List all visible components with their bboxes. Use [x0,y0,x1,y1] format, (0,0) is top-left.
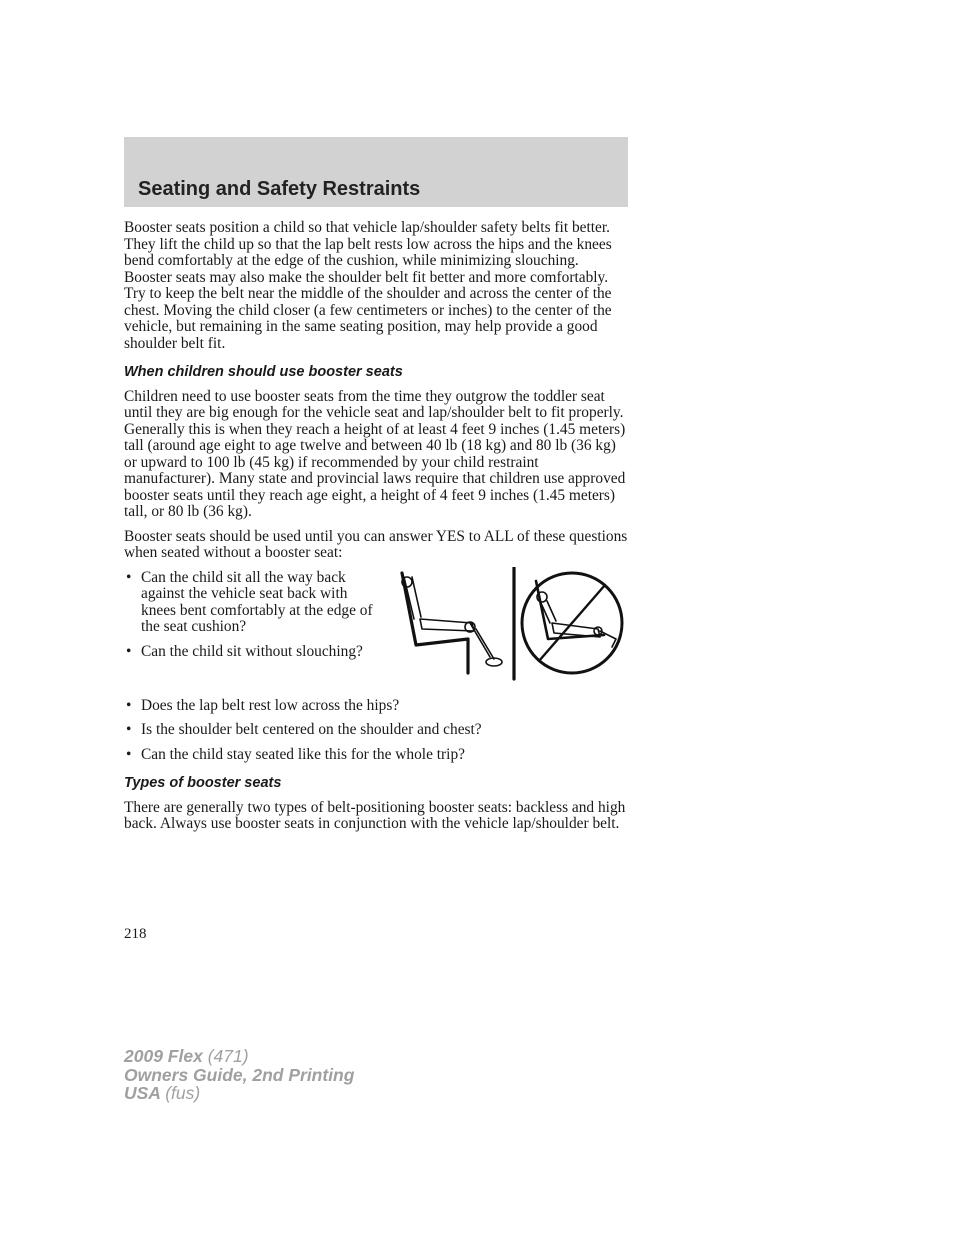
footer-model-code: (471) [207,1046,249,1066]
footer-model: 2009 Flex [124,1046,203,1066]
footer-market-code: (fus) [165,1083,201,1103]
question-item: • Can the child sit all the way back against the vehicle seat back with knees bent comfortably at the edge of the seat cushion? [124,570,374,636]
question-item: • Is the shoulder belt centered on the shoulder and chest? [124,722,630,739]
section-header [124,137,628,207]
page-number: 218 [124,926,147,942]
question-item: • Can the child stay seated like this for the whole trip? [124,747,630,764]
footer-line-2: Owners Guide, 2nd Printing [124,1064,355,1085]
question-list-top [124,570,374,661]
page-content [124,220,630,841]
questions-with-figure [124,570,630,694]
seating-posture-illustration [390,567,630,682]
types-paragraph: There are generally two types of belt-positioning booster seats: backless and high back. Always use booster seats in conjunction with the vehicle lap/shoulder belt. [124,798,626,832]
question-item: • Does the lap belt rest low across the hips? [124,698,630,715]
section-title: Seating and Safety Restraints [138,178,421,200]
footer-market: USA [124,1083,161,1103]
question-list-bottom [124,698,630,764]
footer-line-3 [124,1084,354,1103]
footer-line-1 [124,1047,354,1066]
when-to-use-paragraph: Children need to use booster seats from the time they outgrow the toddler seat until they are big enough for the vehicle seat and lap/shoulder belt to fit properly. Generally this is when they reach a height of at least 4 feet 9 inches (1.45 meters) tall (around age eight to age twelve and between 40 lb (18 kg) and 80 lb (36 kg) or upward to 100 lb (45 kg) if recommended by your child restraint manufacturer). Many state and provincial laws require that children use approved booster seats until they reach age eight, a height of 4 feet 9 inches (1.45 meters) tall, or 80 lb (36 kg). [124,387,626,520]
heading-types: Types of booster seats [124,775,282,791]
document-footer [124,1047,354,1103]
intro-paragraph: Booster seats position a child so that vehicle lap/shoulder safety belts fit better. They lift the child up so that the lap belt rests low across the hips and the knees bend comfortably at the edge of the cushion, while minimizing slouching. Booster seats may also make the shoulder belt fit better and more comfortably. Try to keep the belt near the middle of the shoulder and across the center of the chest. Moving the child closer (a few centimeters or inches) to the center of the vehicle, but remaining in the same seating position, may help provide a good shoulder belt fit. [124,219,612,352]
question-item: • Can the child sit without slouching? [124,644,374,661]
questions-intro-paragraph: Booster seats should be used until you can answer YES to ALL of these questions when seated without a booster seat: [124,527,628,561]
heading-when-to-use: When children should use booster seats [124,364,403,380]
